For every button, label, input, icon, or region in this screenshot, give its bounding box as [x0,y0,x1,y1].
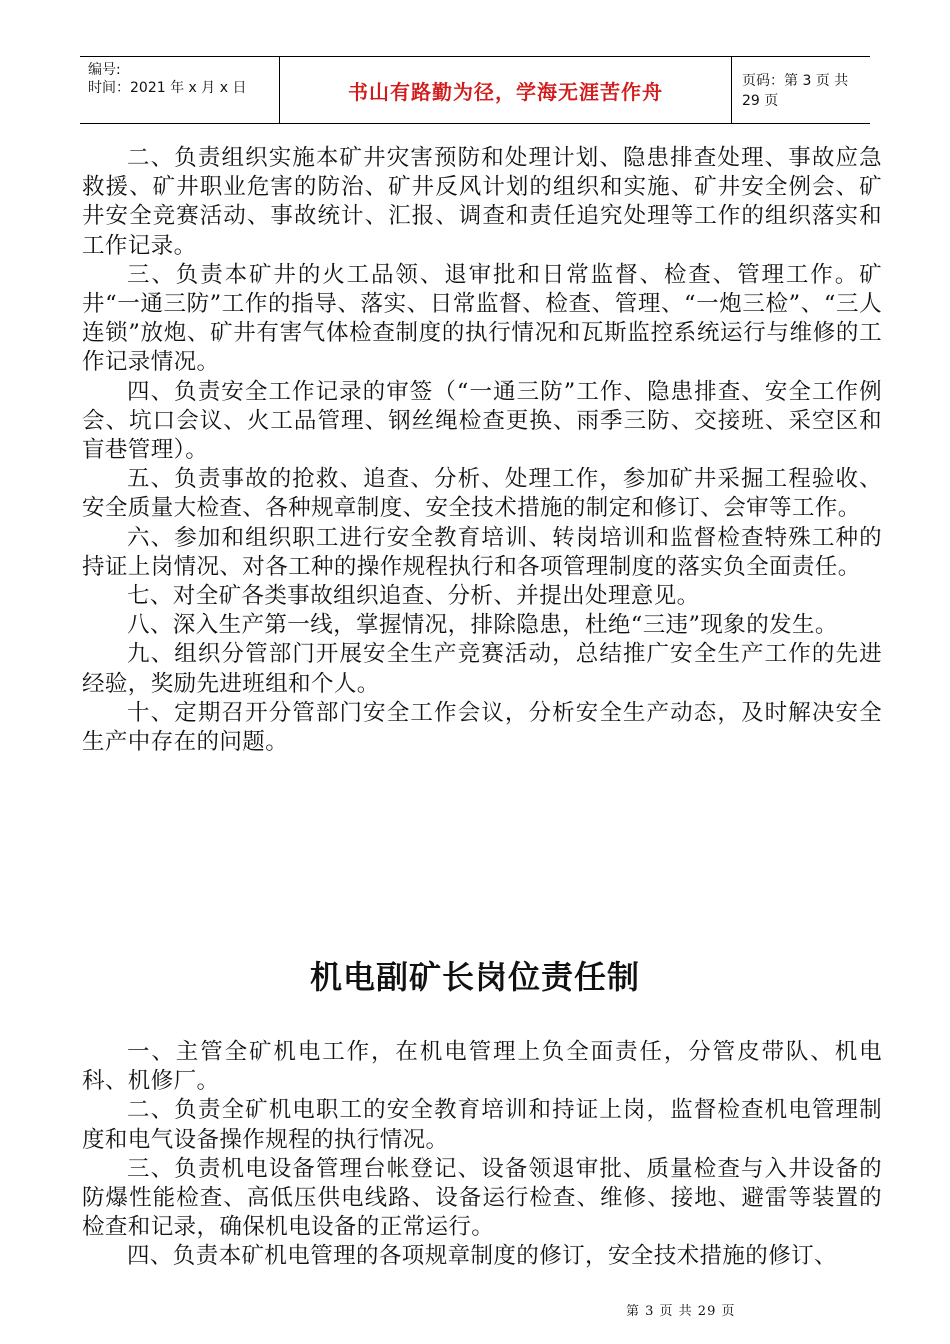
section2-title: 机电副矿长岗位责任制 [309,958,640,996]
section2-paragraph-4: 四、负责本矿机电管理的各项规章制度的修订，安全技术措施的修订、 [127,1243,837,1270]
section1-body [82,144,882,757]
section1-paragraph-2: 二、负责组织实施本矿井灾害预防和处理计划、隐患排查处理、事故应急救援、矿井职业危害的防治、矿井反风计划的组织和实施、矿井安全例会、矿井安全竞赛活动、事故统计、汇报、调查和责任追究处理等工作的组织落实和工作记录。 [82,145,882,259]
section1-paragraph-7: 七、对全矿各类事故组织追查、分析、并提出处理意见。 [127,583,700,610]
page-header [80,56,870,124]
page-footer: 第 3 页 共 29 页 [626,1304,736,1319]
section2-paragraph-1: 一、主管全矿机电工作，在机电管理上负全面责任，分管皮带队、机电科、机修厂。 [82,1039,882,1095]
section1-paragraph-10: 十、定期召开分管部门安全工作会议，分析安全生产动态，及时解决安全生产中存在的问题。 [82,699,882,756]
section2-body [82,1038,882,1272]
section2-paragraph-2: 二、负责全矿机电职工的安全教育培训和持证上岗，监督检查机电管理制度和电气设备操作规程的执行情况。 [82,1097,882,1153]
section1-paragraph-4: 四、负责安全工作记录的审签（“一通三防”工作、隐患排查、安全工作例会、坑口会议、火工品管理、钢丝绳检查更换、雨季三防、交接班、采空区和盲巷管理）。 [82,378,882,464]
section1-paragraph-9: 九、组织分管部门开展安全生产竞赛活动，总结推广安全生产工作的先进经验，奖励先进班组和个人。 [82,641,882,697]
section1-paragraph-5: 五、负责事故的抢救、追查、分析、处理工作，参加矿井采掘工程验收、安全质量大检查、各种规章制度、安全技术措施的制定和修订、会审等工作。 [82,466,882,522]
document-date-label: 时间：2021 年 x 月 x 日 [88,80,247,96]
section1-paragraph-6: 六、参加和组织职工进行安全教育培训、转岗培训和监督检查特殊工种的持证上岗情况、对各工种的操作规程执行和各项管理制度的落实负全面责任。 [82,524,882,580]
section1-paragraph-8: 八、深入生产第一线，掌握情况，排除隐患，杜绝“三违”现象的发生。 [127,612,838,639]
section2-paragraph-3: 三、负责机电设备管理台帐登记、设备领退审批、质量检查与入井设备的防爆性能检查、高低压供电线路、设备运行检查、维修、接地、避雷等装置的检查和记录，确保机电设备的正常运行。 [82,1155,882,1241]
header-page-info: 页码：第 3 页 共 29 页 [742,73,849,109]
section1-paragraph-3: 三、负责本矿井的火工品领、退审批和日常监督、检查、管理工作。矿井“一通三防”工作的指导、落实、日常监督、检查、管理、“一炮三检”、“三人连锁”放炮、矿井有害气体检查制度的执行情况和瓦斯监控系统运行与维修的工作记录情况。 [82,261,882,376]
header-motto: 书山有路勤为径，学海无涯苦作舟 [280,57,732,123]
document-number-label: 编号: [88,62,121,78]
header-meta [80,57,280,123]
